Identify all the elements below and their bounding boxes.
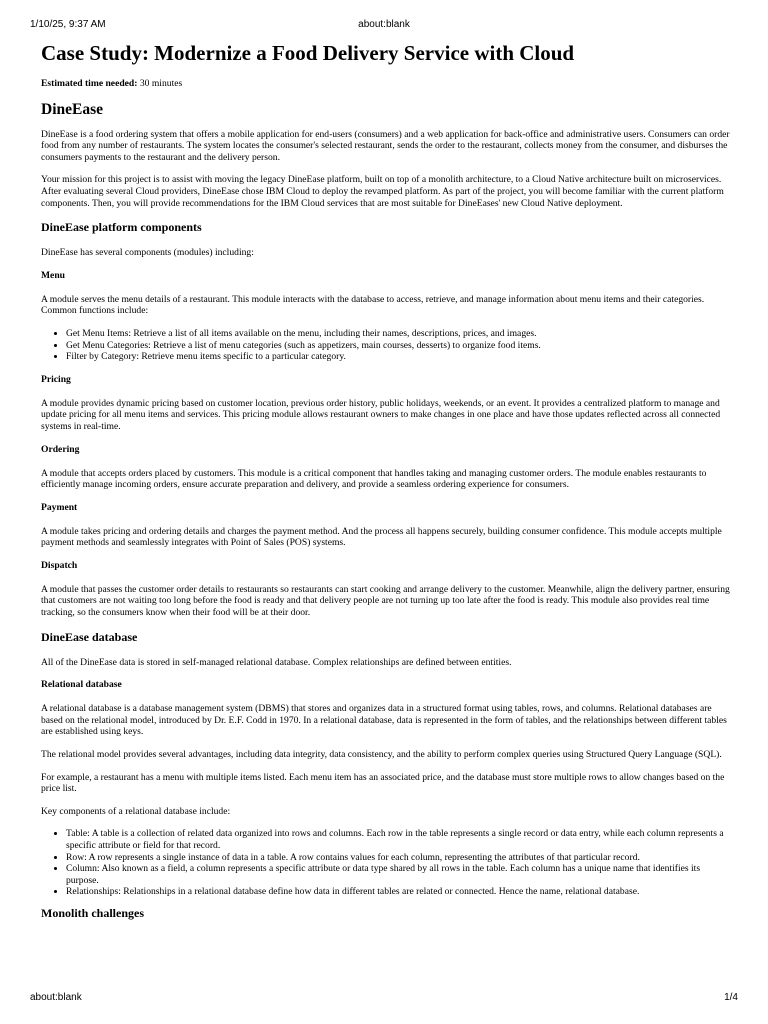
heading-dispatch: Dispatch bbox=[41, 559, 78, 571]
dineease-paragraph-1: DineEase is a food ordering system that offers a mobile application for end-users (consumers) and a web application for back-office and administrative users. Consumers can order food from any number of restaurants. The system locates the consumer's selected restaurant, sends the order to the restaurant, collects money from the consumer, and disburses the consumers payments to the restaurant and the delivery person. bbox=[41, 128, 730, 163]
relational-components-list bbox=[41, 828, 731, 898]
heading-relational-database: Relational database bbox=[41, 679, 122, 691]
list-item: • Relationships: Relationships in a relational database define how data in different tables are related or connected. Hence the name, relational database. bbox=[66, 886, 731, 898]
pricing-text: A module provides dynamic pricing based on customer location, previous order history, public holidays, weekends, or an event. It provides a centralized platform to manage and update pricing for all menu items and services. This pricing module allows restaurant owners to make changes in one place and have those updates reflected across all connected systems in real-time. bbox=[41, 397, 721, 432]
relational-paragraph-4: Key components of a relational database include: bbox=[41, 805, 231, 817]
estimated-time bbox=[41, 78, 731, 90]
list-item: • Filter by Category: Retrieve menu items specific to a particular category. bbox=[66, 351, 731, 363]
relational-paragraph-3: For example, a restaurant has a menu with multiple items listed. Each menu item has an associated price, and the database must store multiple rows to allow changes based on the price list. bbox=[41, 771, 725, 795]
heading-payment: Payment bbox=[41, 501, 78, 513]
payment-text: A module takes pricing and ordering details and charges the payment method. And the process all happens securely, building consumer confidence. This module accepts multiple payment methods and seamlessly integrates with Point of Sales (POS) systems. bbox=[41, 525, 722, 549]
print-footer bbox=[0, 992, 768, 1006]
relational-paragraph-1: A relational database is a database management system (DBMS) that stores and organizes data in a structured format using tables, rows, and columns. Relational databases are based on the relational model, introduced by Dr. E.F. Codd in 1970. In a relational database, data is represented in the form of tables, and the relationships between different tables are established using keys. bbox=[41, 703, 727, 738]
database-intro: All of the DineEase data is stored in self-managed relational database. Complex relationships are defined between entities. bbox=[41, 656, 512, 668]
estimated-time-value: 30 minutes bbox=[137, 78, 183, 89]
menu-functions-list bbox=[41, 328, 731, 363]
document-body bbox=[41, 40, 731, 933]
print-header bbox=[0, 19, 768, 33]
list-item: • Table: A table is a collection of related data organized into rows and columns. Each row in the table represents a single record or data entry, while each column represents a specific attribute or field for that record. bbox=[66, 828, 731, 851]
heading-ordering: Ordering bbox=[41, 443, 80, 455]
footer-url: about:blank bbox=[30, 992, 82, 1003]
menu-text: A module serves the menu details of a restaurant. This module interacts with the database to access, retrieve, and manage information about menu items and their categories. Common functions include: bbox=[41, 293, 705, 317]
print-url: about:blank bbox=[358, 19, 410, 30]
list-item: • Row: A row represents a single instance of data in a table. A row contains values for each column, representing the attributes of that particular record. bbox=[66, 852, 731, 864]
dineease-paragraph-2: Your mission for this project is to assist with moving the legacy DineEase platform, built on top of a monolith architecture, to a Cloud Native architecture built on microservices. After evaluating several Cloud providers, DineEase chose IBM Cloud to deploy the revamped platform. As part of the project, you will become familiar with the current platform components. Then, you will provide recommendations for the IBM Cloud services that are most suitable for DineEases' new Cloud Native deployment. bbox=[41, 174, 724, 209]
ordering-text: A module that accepts orders placed by customers. This module is a critical component that handles taking and managing customer orders. The module enables restaurants to efficiently manage incoming orders, ensure accurate preparation and delivery, and provide a seamless ordering experience for consumers. bbox=[41, 467, 707, 491]
print-datetime: 1/10/25, 9:37 AM bbox=[30, 19, 106, 30]
dispatch-text: A module that passes the customer order details to restaurants so restaurants can start cooking and arrange delivery to the customer. Meanwhile, align the delivery partner, ensuring that customers are not waiting too long before the food is ready and that delivery people are not turning up too late after the food is ready. This module also provides real time tracking, so the consumers know when their food will be at their door. bbox=[41, 583, 730, 619]
page-title: Case Study: Modernize a Food Delivery Service with Cloud bbox=[41, 41, 575, 65]
relational-paragraph-2: The relational model provides several advantages, including data integrity, data consistency, and the ability to perform complex queries using Structured Query Language (SQL). bbox=[41, 749, 722, 761]
heading-platform-components: DineEase platform components bbox=[41, 220, 202, 235]
estimated-time-label: Estimated time needed: bbox=[41, 78, 138, 89]
list-item: • Column: Also known as a field, a column represents a specific attribute or data type shared by all rows in the table. Each column has a unique name that identifies its purpose. bbox=[66, 863, 731, 886]
list-item: • Get Menu Categories: Retrieve a list of menu categories (such as appetizers, main courses, desserts) to organize food items. bbox=[66, 340, 731, 352]
heading-pricing: Pricing bbox=[41, 373, 71, 385]
heading-database: DineEase database bbox=[41, 629, 138, 644]
list-item: • Get Menu Items: Retrieve a list of all items available on the menu, including their names, descriptions, prices, and images. bbox=[66, 328, 731, 340]
heading-menu: Menu bbox=[41, 269, 65, 281]
components-intro: DineEase has several components (modules) including: bbox=[41, 247, 254, 259]
heading-dineease: DineEase bbox=[41, 100, 103, 118]
page-number: 1/4 bbox=[724, 992, 738, 1003]
heading-monolith-challenges: Monolith challenges bbox=[41, 905, 145, 920]
